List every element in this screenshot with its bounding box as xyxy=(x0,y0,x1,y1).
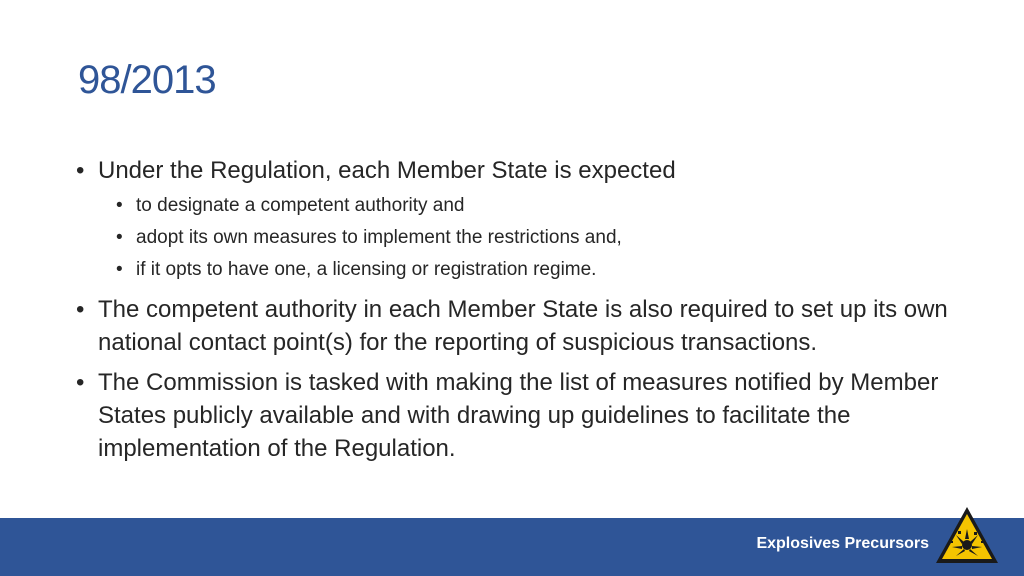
bullet-text: The Commission is tasked with making the list of measures notified by Member States publicly available and with drawing up guidelines to facilitate the implementation of the Regulation. xyxy=(98,369,939,462)
bullet-regulation xyxy=(76,154,966,286)
sub-bullet: • to designate a competent authority and xyxy=(116,190,966,222)
slide-title: 98/2013 xyxy=(78,58,216,102)
slide-content xyxy=(76,154,966,472)
sub-bullet: • if it opts to have one, a licensing or registration regime. xyxy=(116,254,966,286)
bullet-competent-authority xyxy=(76,293,966,359)
sub-bullet-list xyxy=(116,190,966,286)
footer-bar xyxy=(0,518,1024,576)
footer-label: Explosives Precursors xyxy=(756,535,929,552)
explosive-hazard-icon xyxy=(934,505,1000,565)
bullet-commission xyxy=(76,366,966,465)
bullet-text: The competent authority in each Member State is also required to set up its own national contact point(s) for the reporting of suspicious transactions. xyxy=(98,296,948,356)
bullet-text: Under the Regulation, each Member State is expected xyxy=(98,157,676,184)
sub-bullet: • adopt its own measures to implement the restrictions and, xyxy=(116,222,966,254)
